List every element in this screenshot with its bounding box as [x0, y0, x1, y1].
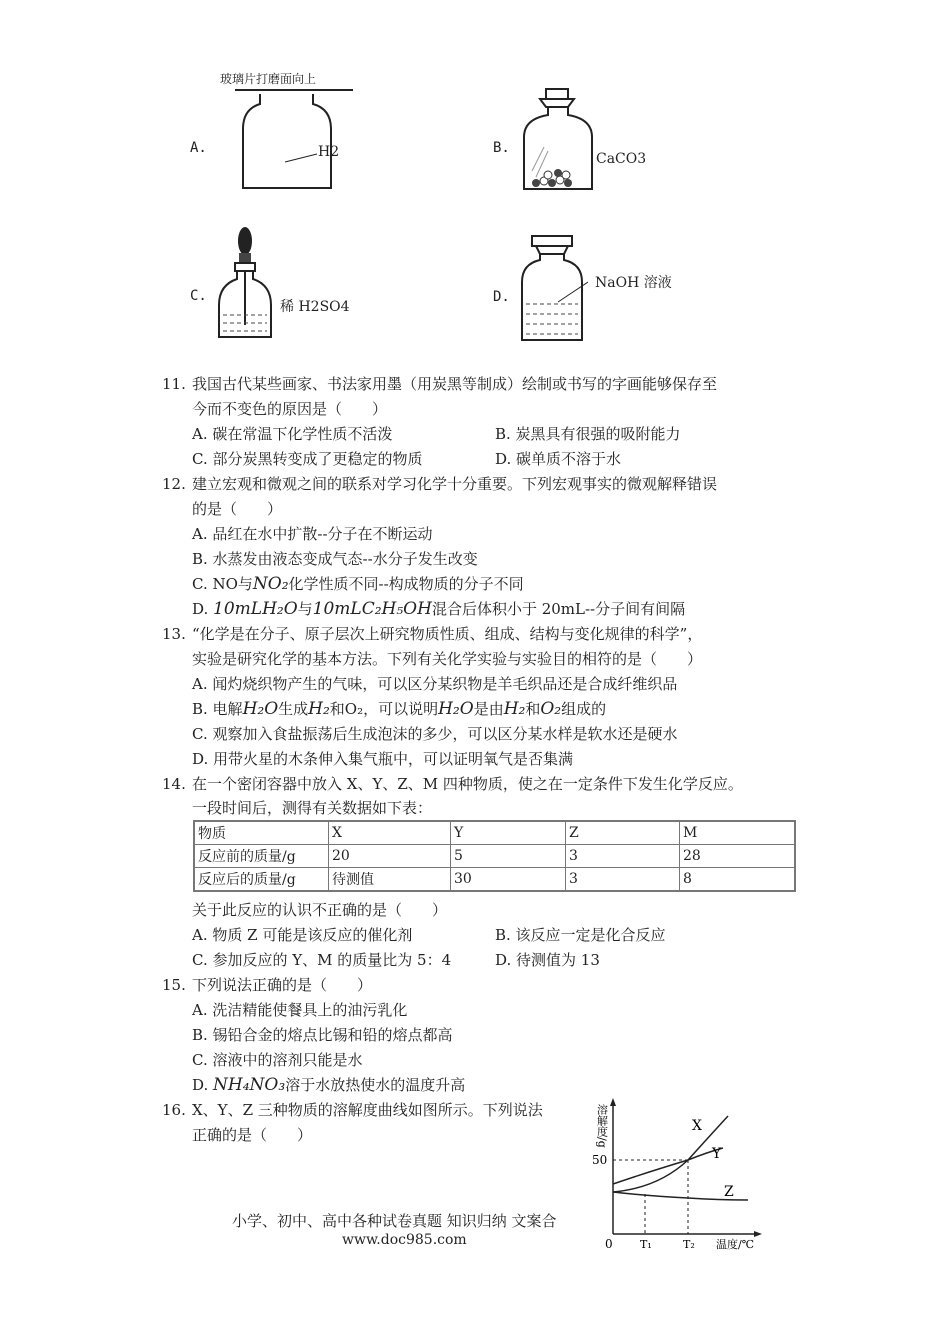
option-text: 生成 [278, 700, 309, 718]
formula: NO₂ [252, 574, 289, 594]
figure-c [190, 225, 440, 345]
option-d [192, 597, 685, 622]
option-d: D. 用带火星的木条伸入集气瓶中，可以证明氧气是否集满 [192, 750, 574, 768]
question-stem-cont: 一段时间后，测得有关数据如下表： [192, 799, 433, 817]
figure-a-caption: 玻璃片打磨面向上 [220, 72, 317, 86]
option-text: 与 [297, 600, 313, 618]
x-tick-t2: T₂ [683, 1238, 695, 1251]
dropper-bottle-icon [215, 225, 275, 343]
curve-x [613, 1116, 728, 1192]
option-text: D. [192, 1076, 214, 1094]
option-a: A. 物质 Z 可能是该反应的催化剂 [192, 926, 413, 944]
table-cell: 30 [451, 868, 566, 892]
option-text: 是由 [473, 700, 504, 718]
series-label-y: Y [712, 1146, 722, 1162]
option-b: B. 水蒸发由液态变成气态--水分子发生改变 [192, 550, 478, 568]
option-d: D. 待测值为 13 [495, 951, 600, 969]
table-cell: 3 [566, 868, 680, 892]
series-label-z: Z [724, 1184, 734, 1200]
table-header-cell: M [680, 821, 796, 845]
question-14 [162, 772, 743, 797]
series-label-x: X [692, 1118, 702, 1134]
table-row [194, 845, 795, 868]
option-c [192, 572, 524, 597]
curve-y [613, 1148, 723, 1184]
formula: H₂ [503, 699, 526, 719]
formula: H₂ [308, 699, 330, 719]
table-cell: 反应后的质量/g [194, 868, 329, 892]
option-a: A. 碳在常温下化学性质不活泼 [192, 425, 393, 443]
figure-c-label: 稀 H2SO4 [280, 299, 350, 315]
footer-text: 小学、初中、高中各种试卷真题 知识归纳 文案合 [232, 1212, 557, 1230]
data-table [193, 820, 796, 892]
option-c: C. 参加反应的 Y、M 的质量比为 5：4 [192, 951, 452, 969]
option-text: 混合后体积小于 20mL--分子间有间隔 [431, 600, 686, 618]
option-a: A. 品红在水中扩散--分子在不断运动 [192, 525, 433, 543]
reagent-bottle-icon [518, 85, 598, 195]
option-b: B. 炭黑具有很强的吸附能力 [495, 425, 681, 443]
table-cell: 5 [451, 845, 566, 868]
question-stem: 下列说法正确的是（ ） [192, 976, 373, 994]
option-b: B. 该反应一定是化合反应 [495, 926, 666, 944]
question-number: 13. [162, 625, 186, 643]
question-stem-cont: 实验是研究化学的基本方法。下列有关化学实验与实验目的相符的是（ ） [192, 650, 703, 668]
option-text: 和O₂，可以说明 [329, 700, 439, 718]
gas-jar-icon [235, 84, 355, 194]
option-text: 和 [525, 700, 541, 718]
question-stem-cont: 今而不变色的原因是（ ） [192, 400, 388, 418]
question-13 [162, 622, 702, 647]
table-cell: 待测值 [329, 868, 451, 892]
origin-label: 0 [605, 1237, 613, 1251]
sealed-bottle-icon [518, 232, 588, 344]
question-stem: “化学是在分子、原子层次上研究物质性质、组成、结构与变化规律的科学”， [192, 625, 703, 643]
table-header-row [194, 821, 795, 845]
option-a: A. 闻灼烧织物产生的气味，可以区分某织物是羊毛织品还是合成纤维织品 [192, 675, 678, 693]
figure-b-label: CaCO3 [596, 151, 647, 167]
question-11 [162, 372, 717, 397]
question-stem: 我国古代某些画家、书法家用墨（用炭黑等制成）绘制或书写的字画能够保存至 [192, 375, 718, 393]
figure-a-label: H2 [318, 144, 340, 160]
option-text: D. [192, 600, 214, 618]
y-axis-label: 溶解度/g [595, 1104, 609, 1148]
table-cell: 3 [566, 845, 680, 868]
question-stem-cont: 关于此反应的认识不正确的是（ ） [192, 901, 448, 919]
table-cell: 28 [680, 845, 796, 868]
x-axis-arrow [754, 1231, 762, 1237]
option-letter-c: C. [190, 288, 207, 304]
formula: 10mLC₂H₅OH [312, 599, 432, 619]
option-d [192, 1073, 465, 1098]
option-d: D. 碳单质不溶于水 [495, 450, 622, 468]
table-header-cell: X [329, 821, 451, 845]
question-stem: 在一个密闭容器中放入 X、Y、Z、M 四种物质，使之在一定条件下发生化学反应。 [192, 775, 743, 793]
figure-b [493, 85, 743, 200]
figure-d-label: NaOH 溶液 [595, 275, 672, 291]
option-letter-b: B. [493, 140, 510, 156]
table-cell: 反应前的质量/g [194, 845, 329, 868]
question-number: 16. [162, 1101, 186, 1119]
option-text: B. 电解 [192, 700, 243, 718]
question-15 [162, 973, 372, 998]
option-a: A. 洗洁精能使餐具上的油污乳化 [192, 1001, 408, 1019]
question-number: 11. [162, 375, 186, 393]
solubility-graph [588, 1092, 768, 1252]
formula: O₂ [540, 699, 562, 719]
table-cell: 20 [329, 845, 451, 868]
question-stem-cont: 的是（ ） [192, 500, 283, 518]
question-12 [162, 472, 717, 497]
question-number: 14. [162, 775, 186, 793]
table-row [194, 868, 795, 892]
formula: H₂O [438, 699, 474, 719]
option-text: 化学性质不同--构成物质的分子不同 [288, 575, 524, 593]
question-stem-cont: 正确的是（ ） [192, 1126, 313, 1144]
option-text: C. NO与 [192, 575, 253, 593]
x-tick-t1: T₁ [640, 1238, 652, 1251]
formula: 10mLH₂O [213, 599, 298, 619]
option-text: 组成的 [561, 700, 607, 718]
y-axis-arrow [610, 1098, 616, 1106]
option-c: C. 溶液中的溶剂只能是水 [192, 1051, 363, 1069]
option-b [192, 697, 606, 722]
question-number: 12. [162, 475, 186, 493]
option-letter-d: D. [493, 289, 510, 305]
question-number: 15. [162, 976, 186, 994]
option-text: 溶于水放热使水的温度升高 [285, 1076, 466, 1094]
table-cell: 8 [680, 868, 796, 892]
question-stem: 建立宏观和微观之间的联系对学习化学十分重要。下列宏观事实的微观解释错误 [192, 475, 718, 493]
option-c: C. 观察加入食盐振荡后生成泡沫的多少，可以区分某水样是软水还是硬水 [192, 725, 678, 743]
formula: NH₄NO₃ [213, 1075, 286, 1095]
footer-url: www.doc985.com [342, 1232, 467, 1248]
x-axis-label: 温度/℃ [716, 1238, 755, 1251]
option-letter-a: A. [190, 140, 207, 156]
table-header-cell: Y [451, 821, 566, 845]
question-16 [162, 1098, 543, 1123]
option-c: C. 部分炭黑转变成了更稳定的物质 [192, 450, 423, 468]
y-tick-50: 50 [592, 1153, 608, 1167]
option-b: B. 锡铅合金的熔点比锡和铅的熔点都高 [192, 1026, 453, 1044]
figure-d [493, 232, 743, 347]
formula: H₂O [242, 699, 279, 719]
table-header-cell: Z [566, 821, 680, 845]
table-header-cell: 物质 [194, 821, 329, 845]
figure-a [190, 68, 440, 198]
question-stem: X、Y、Z 三种物质的溶解度曲线如图所示。下列说法 [192, 1101, 543, 1119]
